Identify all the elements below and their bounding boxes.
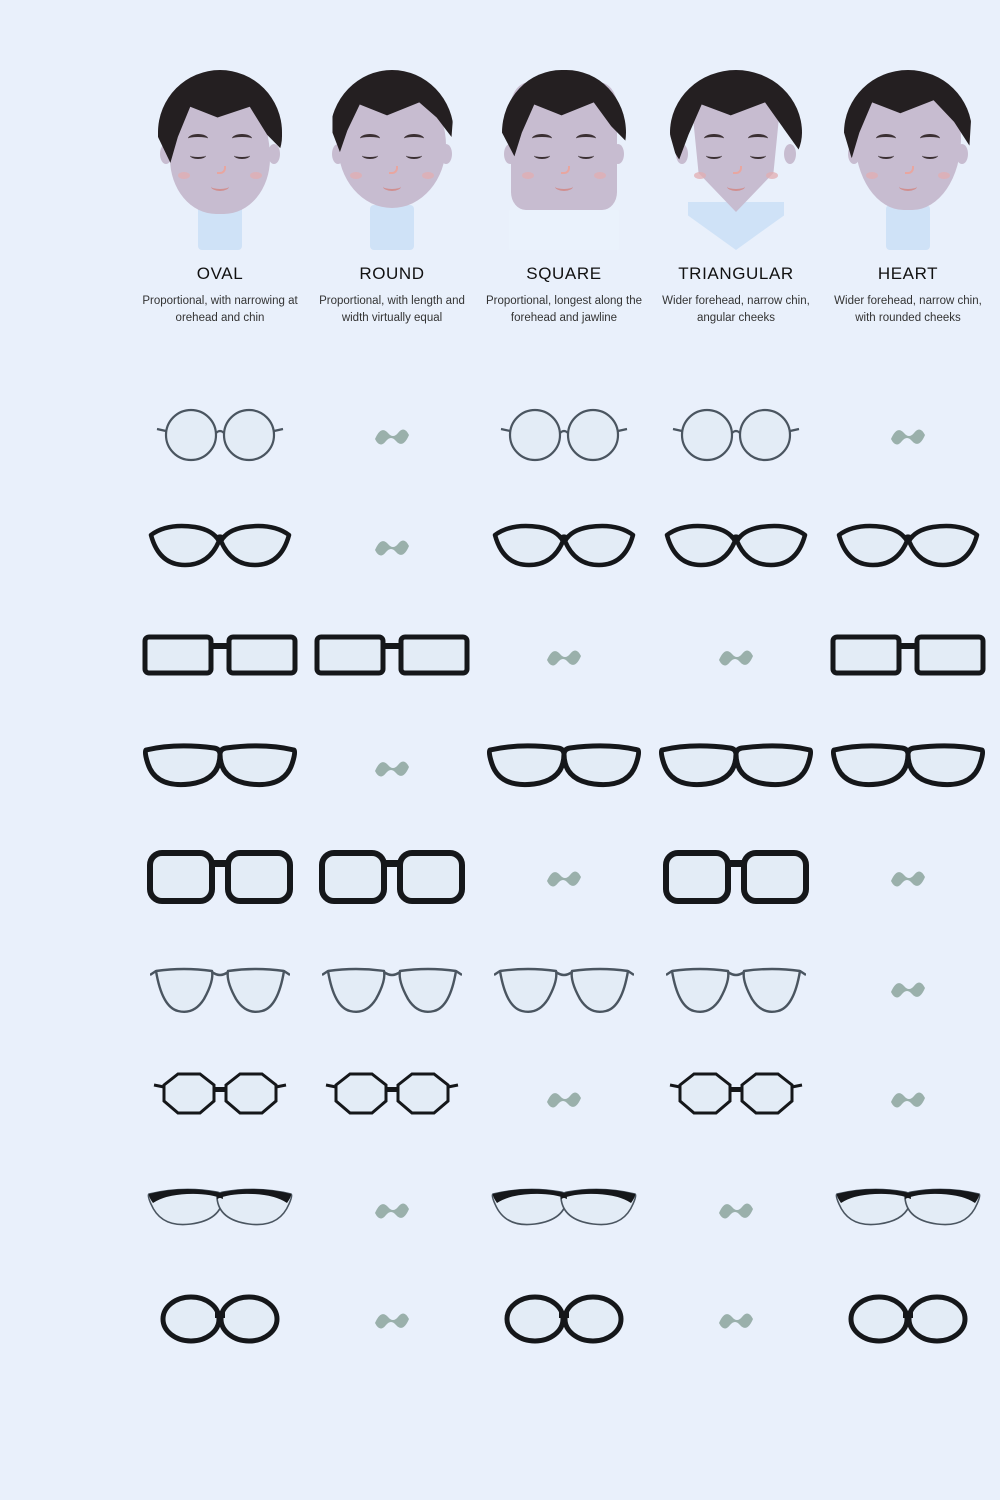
face-shape-name: OVAL: [196, 264, 244, 283]
face-shape-description: Proportional, longest along the forehead and jawline: [486, 295, 642, 324]
glasses-icon-rectangle-oval: [140, 628, 300, 684]
glasses-icon-geometric-oval: [152, 1069, 288, 1127]
cell-oval-round[interactable]: [307, 1274, 477, 1364]
cell-round-heart[interactable]: [823, 390, 993, 480]
face-illustration-heart: [823, 60, 993, 250]
mouth: [211, 182, 229, 191]
cheek-right: [766, 172, 778, 179]
glasses-icon-cat-eye-heart: [833, 513, 983, 579]
cell-oval-heart[interactable]: [823, 1274, 993, 1364]
cheek-right: [250, 172, 262, 179]
glasses-icon-wayfare-heart: [828, 736, 988, 798]
neck-shape: [886, 205, 930, 250]
cell-square-oval[interactable]: [135, 832, 305, 922]
cell-aviators-heart[interactable]: [823, 943, 993, 1033]
squiggle-icon-oval-triangular: [715, 1305, 757, 1333]
cheek-right: [594, 172, 606, 179]
glasses-icon-rectangle-round: [312, 628, 472, 684]
squiggle-icon-wayfare-round: [371, 753, 413, 781]
cell-cat-eye-square[interactable]: [479, 501, 649, 591]
glasses-icon-wayfare-square: [484, 736, 644, 798]
ear-right: [784, 144, 796, 164]
mouth: [727, 182, 745, 191]
glasses-icon-square-triangular: [661, 846, 811, 908]
face-column-square: [479, 60, 649, 326]
mouth: [383, 182, 401, 191]
cell-square-round[interactable]: [307, 832, 477, 922]
squiggle-icon-round-round: [371, 421, 413, 449]
glasses-icon-cat-eye-square: [489, 513, 639, 579]
neck-shape: [370, 205, 414, 250]
glasses-icon-oval-heart: [843, 1290, 973, 1348]
glasses-icon-round-square: [499, 405, 629, 465]
cell-wayfare-square[interactable]: [479, 722, 649, 812]
face-shape-header: [0, 0, 1000, 375]
cell-round-oval[interactable]: [135, 390, 305, 480]
glasses-icon-browline-oval: [145, 1184, 295, 1234]
cell-round-triangular[interactable]: [651, 390, 821, 480]
face-shape-description: Proportional, with length and width virtually equal: [319, 295, 465, 324]
cheek-right: [938, 172, 950, 179]
face-illustration-triangular: [651, 60, 821, 250]
eyebrow-left: [360, 134, 380, 143]
squiggle-icon-round-heart: [887, 421, 929, 449]
cell-round-square[interactable]: [479, 390, 649, 480]
face-column-heart: [823, 60, 993, 326]
glasses-icon-rectangle-heart: [828, 628, 988, 684]
face-shape-name: SQUARE: [526, 264, 602, 283]
cell-geometric-round[interactable]: [307, 1053, 477, 1143]
cell-round-round[interactable]: [307, 390, 477, 480]
cell-browline-oval[interactable]: [135, 1164, 305, 1254]
cell-oval-oval[interactable]: [135, 1274, 305, 1364]
eye-left: [190, 152, 206, 159]
cell-wayfare-oval[interactable]: [135, 722, 305, 812]
eyebrow-left: [704, 134, 724, 143]
cell-cat-eye-triangular[interactable]: [651, 501, 821, 591]
face-shape-name: ROUND: [359, 264, 425, 283]
glasses-icon-aviators-oval: [150, 959, 290, 1017]
cell-rectangle-heart[interactable]: [823, 611, 993, 701]
glasses-icon-browline-square: [489, 1184, 639, 1234]
eye-right: [578, 152, 594, 159]
cheek-left: [866, 172, 878, 179]
eye-left: [362, 152, 378, 159]
cheek-left: [178, 172, 190, 179]
squiggle-icon-rectangle-square: [543, 642, 585, 670]
cell-aviators-round[interactable]: [307, 943, 477, 1033]
cell-geometric-triangular[interactable]: [651, 1053, 821, 1143]
cell-wayfare-round[interactable]: [307, 722, 477, 812]
cell-wayfare-triangular[interactable]: [651, 722, 821, 812]
cell-aviators-square[interactable]: [479, 943, 649, 1033]
squiggle-icon-square-square: [543, 863, 585, 891]
cell-browline-round[interactable]: [307, 1164, 477, 1254]
face-shape-description: Proportional, with narrowing at orehead and chin: [142, 295, 298, 324]
squiggle-icon-browline-triangular: [715, 1195, 757, 1223]
neck-shape: [509, 210, 619, 250]
eye-left: [706, 152, 722, 159]
squiggle-icon-rectangle-triangular: [715, 642, 757, 670]
cell-rectangle-square[interactable]: [479, 611, 649, 701]
glasses-icon-aviators-square: [494, 959, 634, 1017]
cell-browline-triangular[interactable]: [651, 1164, 821, 1254]
cell-browline-square[interactable]: [479, 1164, 649, 1254]
mouth: [555, 182, 573, 191]
glasses-icon-browline-heart: [833, 1184, 983, 1234]
mouth: [899, 182, 917, 191]
cell-cat-eye-oval[interactable]: [135, 501, 305, 591]
eye-right: [234, 152, 250, 159]
face-illustration-oval: [135, 60, 305, 250]
eyebrow-left: [876, 134, 896, 143]
face-shape-description: Wider forehead, narrow chin, with rounded cheeks: [834, 295, 982, 324]
face-shape-name: TRIANGULAR: [678, 264, 794, 283]
eyebrow-right: [920, 134, 940, 143]
eyebrow-left: [532, 134, 552, 143]
cell-rectangle-round[interactable]: [307, 611, 477, 701]
glasses-icon-wayfare-oval: [140, 736, 300, 798]
eye-left: [534, 152, 550, 159]
eyebrow-right: [232, 134, 252, 143]
squiggle-icon-cat-eye-round: [371, 532, 413, 560]
glasses-icon-cat-eye-oval: [145, 513, 295, 579]
face-shape-description: Wider forehead, narrow chin, angular cheeks: [662, 295, 810, 324]
cell-geometric-square[interactable]: [479, 1053, 649, 1143]
cell-square-square[interactable]: [479, 832, 649, 922]
face-column-round: [307, 60, 477, 326]
cell-aviators-triangular[interactable]: [651, 943, 821, 1033]
eye-right: [922, 152, 938, 159]
glasses-icon-round-triangular: [671, 405, 801, 465]
squiggle-icon-geometric-square: [543, 1084, 585, 1112]
squiggle-icon-browline-round: [371, 1195, 413, 1223]
eyebrow-right: [576, 134, 596, 143]
cheek-right: [422, 172, 434, 179]
cell-square-triangular[interactable]: [651, 832, 821, 922]
squiggle-icon-square-heart: [887, 863, 929, 891]
glasses-icon-geometric-triangular: [668, 1069, 804, 1127]
cell-geometric-heart[interactable]: [823, 1053, 993, 1143]
squiggle-icon-aviators-heart: [887, 974, 929, 1002]
glasses-icon-aviators-triangular: [666, 959, 806, 1017]
cell-wayfare-heart[interactable]: [823, 722, 993, 812]
cell-cat-eye-heart[interactable]: [823, 501, 993, 591]
face-column-oval: [135, 60, 305, 326]
glasses-icon-oval-oval: [155, 1290, 285, 1348]
glasses-icon-cat-eye-triangular: [661, 513, 811, 579]
cell-square-heart[interactable]: [823, 832, 993, 922]
glasses-icon-square-round: [317, 846, 467, 908]
cell-rectangle-oval[interactable]: [135, 611, 305, 701]
eyebrow-right: [748, 134, 768, 143]
face-column-triangular: [651, 60, 821, 326]
face-illustration-round: [307, 60, 477, 250]
glasses-icon-geometric-round: [324, 1069, 460, 1127]
cell-geometric-oval[interactable]: [135, 1053, 305, 1143]
glasses-icon-square-oval: [145, 846, 295, 908]
glasses-icon-wayfare-triangular: [656, 736, 816, 798]
cell-browline-heart[interactable]: [823, 1164, 993, 1254]
cell-aviators-oval[interactable]: [135, 943, 305, 1033]
cell-oval-square[interactable]: [479, 1274, 649, 1364]
eye-left: [878, 152, 894, 159]
eye-right: [750, 152, 766, 159]
cheek-left: [522, 172, 534, 179]
cell-rectangle-triangular[interactable]: [651, 611, 821, 701]
glasses-icon-round-oval: [155, 405, 285, 465]
cell-cat-eye-round[interactable]: [307, 501, 477, 591]
glasses-icon-oval-square: [499, 1290, 629, 1348]
face-shape-name: HEART: [877, 264, 939, 283]
squiggle-icon-geometric-heart: [887, 1084, 929, 1112]
face-illustration-square: [479, 60, 649, 250]
cheek-left: [694, 172, 706, 179]
eyebrow-right: [404, 134, 424, 143]
squiggle-icon-oval-round: [371, 1305, 413, 1333]
eye-right: [406, 152, 422, 159]
glasses-icon-aviators-round: [322, 959, 462, 1017]
cheek-left: [350, 172, 362, 179]
cell-oval-triangular[interactable]: [651, 1274, 821, 1364]
eyebrow-left: [188, 134, 208, 143]
